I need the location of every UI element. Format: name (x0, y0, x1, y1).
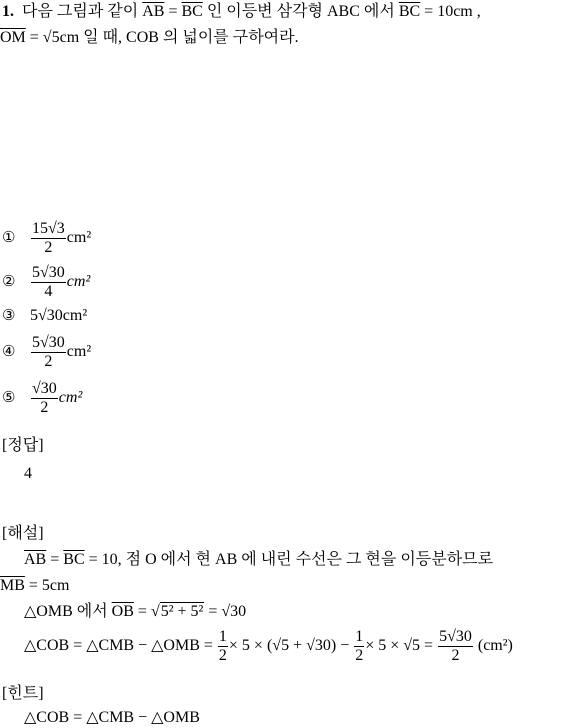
segment-bc-2: $\overline{BC}$ (398, 3, 421, 20)
fraction-denominator: 4 (44, 282, 53, 300)
option-3[interactable] (2, 306, 87, 326)
equals-sign: = (168, 3, 178, 20)
option-fraction (31, 220, 66, 257)
answer-heading: [정답] (2, 437, 44, 454)
fraction-numerator: √30 (32, 379, 57, 397)
problem-text-b: 인 이등변 삼각형 ABC 에서 (206, 3, 395, 20)
segment-mb: $\overline{MB}$ (0, 577, 25, 594)
option-text: 5√30cm² (30, 307, 88, 324)
option-unit: cm² (58, 389, 83, 406)
fraction-numerator: 5√30 (439, 627, 472, 645)
option-fraction (31, 334, 66, 371)
hint-heading: [힌트] (2, 685, 44, 702)
problem-text-c: = 10cm , (424, 3, 481, 20)
explanation-line-1 (24, 550, 493, 570)
answer-value: 4 (24, 465, 32, 482)
problem-number: 1. (2, 3, 14, 20)
fraction-denominator: 2 (451, 646, 460, 664)
option-4[interactable] (2, 332, 91, 372)
explanation-line-4 (24, 626, 513, 666)
option-5[interactable] (2, 378, 82, 418)
equals-sign: = (137, 603, 147, 620)
fraction-numerator: 5√30 (32, 263, 65, 281)
segment-om: $\overline{OM}$ (0, 29, 26, 46)
fraction-denominator: 2 (40, 398, 49, 416)
option-unit: cm² (66, 343, 92, 360)
option-fraction (31, 264, 66, 301)
unit-label: (cm²) (477, 637, 513, 654)
problem-line-1 (2, 2, 481, 22)
option-unit: cm² (66, 273, 91, 290)
option-unit: cm² (66, 229, 92, 246)
explanation-line-2 (0, 576, 69, 596)
option-label: ⑤ (2, 390, 16, 406)
explanation-line-3 (24, 602, 246, 622)
equals-sign: = (50, 551, 60, 568)
hint-text: △COB = △CMB − △OMB (24, 709, 200, 726)
option-2[interactable] (2, 262, 90, 302)
segment-bc: $\overline{BC}$ (181, 3, 203, 20)
problem-text-d: = √5cm 일 때, COB 의 넓이를 구하여라. (29, 29, 299, 46)
explanation-text: × 5 × (√5 + √30) − (228, 637, 350, 654)
option-label: ① (2, 230, 16, 246)
explanation-text: = 5cm (28, 577, 70, 594)
explanation-text: △COB = △CMB − △OMB = (24, 637, 213, 654)
option-fraction (31, 380, 58, 417)
fraction-half (218, 628, 228, 665)
explanation-text: △OMB 에서 (24, 603, 108, 620)
fraction-numerator: 1 (355, 627, 364, 645)
fraction-denominator: 2 (44, 238, 53, 256)
radicand: 5² + 5² (160, 603, 204, 620)
fraction-half (354, 628, 364, 665)
explanation-heading: [해설] (2, 525, 44, 542)
square-root: √5² + 5² (150, 603, 204, 620)
explanation-text: × 5 × √5 = (365, 637, 434, 654)
fraction-numerator: 1 (218, 627, 227, 645)
explanation-text: = 10, 점 O 에서 현 AB 에 내린 수선은 그 현을 이등분하므로 (88, 551, 494, 568)
fraction-result (438, 628, 473, 665)
fraction-numerator: 5√30 (32, 333, 65, 351)
option-label: ③ (2, 308, 16, 324)
problem-line-2 (0, 28, 299, 48)
explanation-text: = √30 (208, 603, 247, 620)
option-label: ④ (2, 344, 16, 360)
fraction-denominator: 2 (355, 646, 364, 664)
option-1[interactable] (2, 218, 91, 258)
segment-bc: $\overline{BC}$ (63, 551, 85, 568)
problem-text-a: 다음 그림과 같이 (22, 3, 139, 20)
option-label: ② (2, 274, 16, 290)
fraction-denominator: 2 (44, 352, 53, 370)
fraction-denominator: 2 (218, 646, 227, 664)
fraction-numerator: 15√3 (32, 219, 65, 237)
segment-ab: $\overline{AB}$ (142, 3, 165, 20)
segment-ab: $\overline{AB}$ (24, 551, 47, 568)
segment-ob: $\overline{OB}$ (111, 603, 134, 620)
